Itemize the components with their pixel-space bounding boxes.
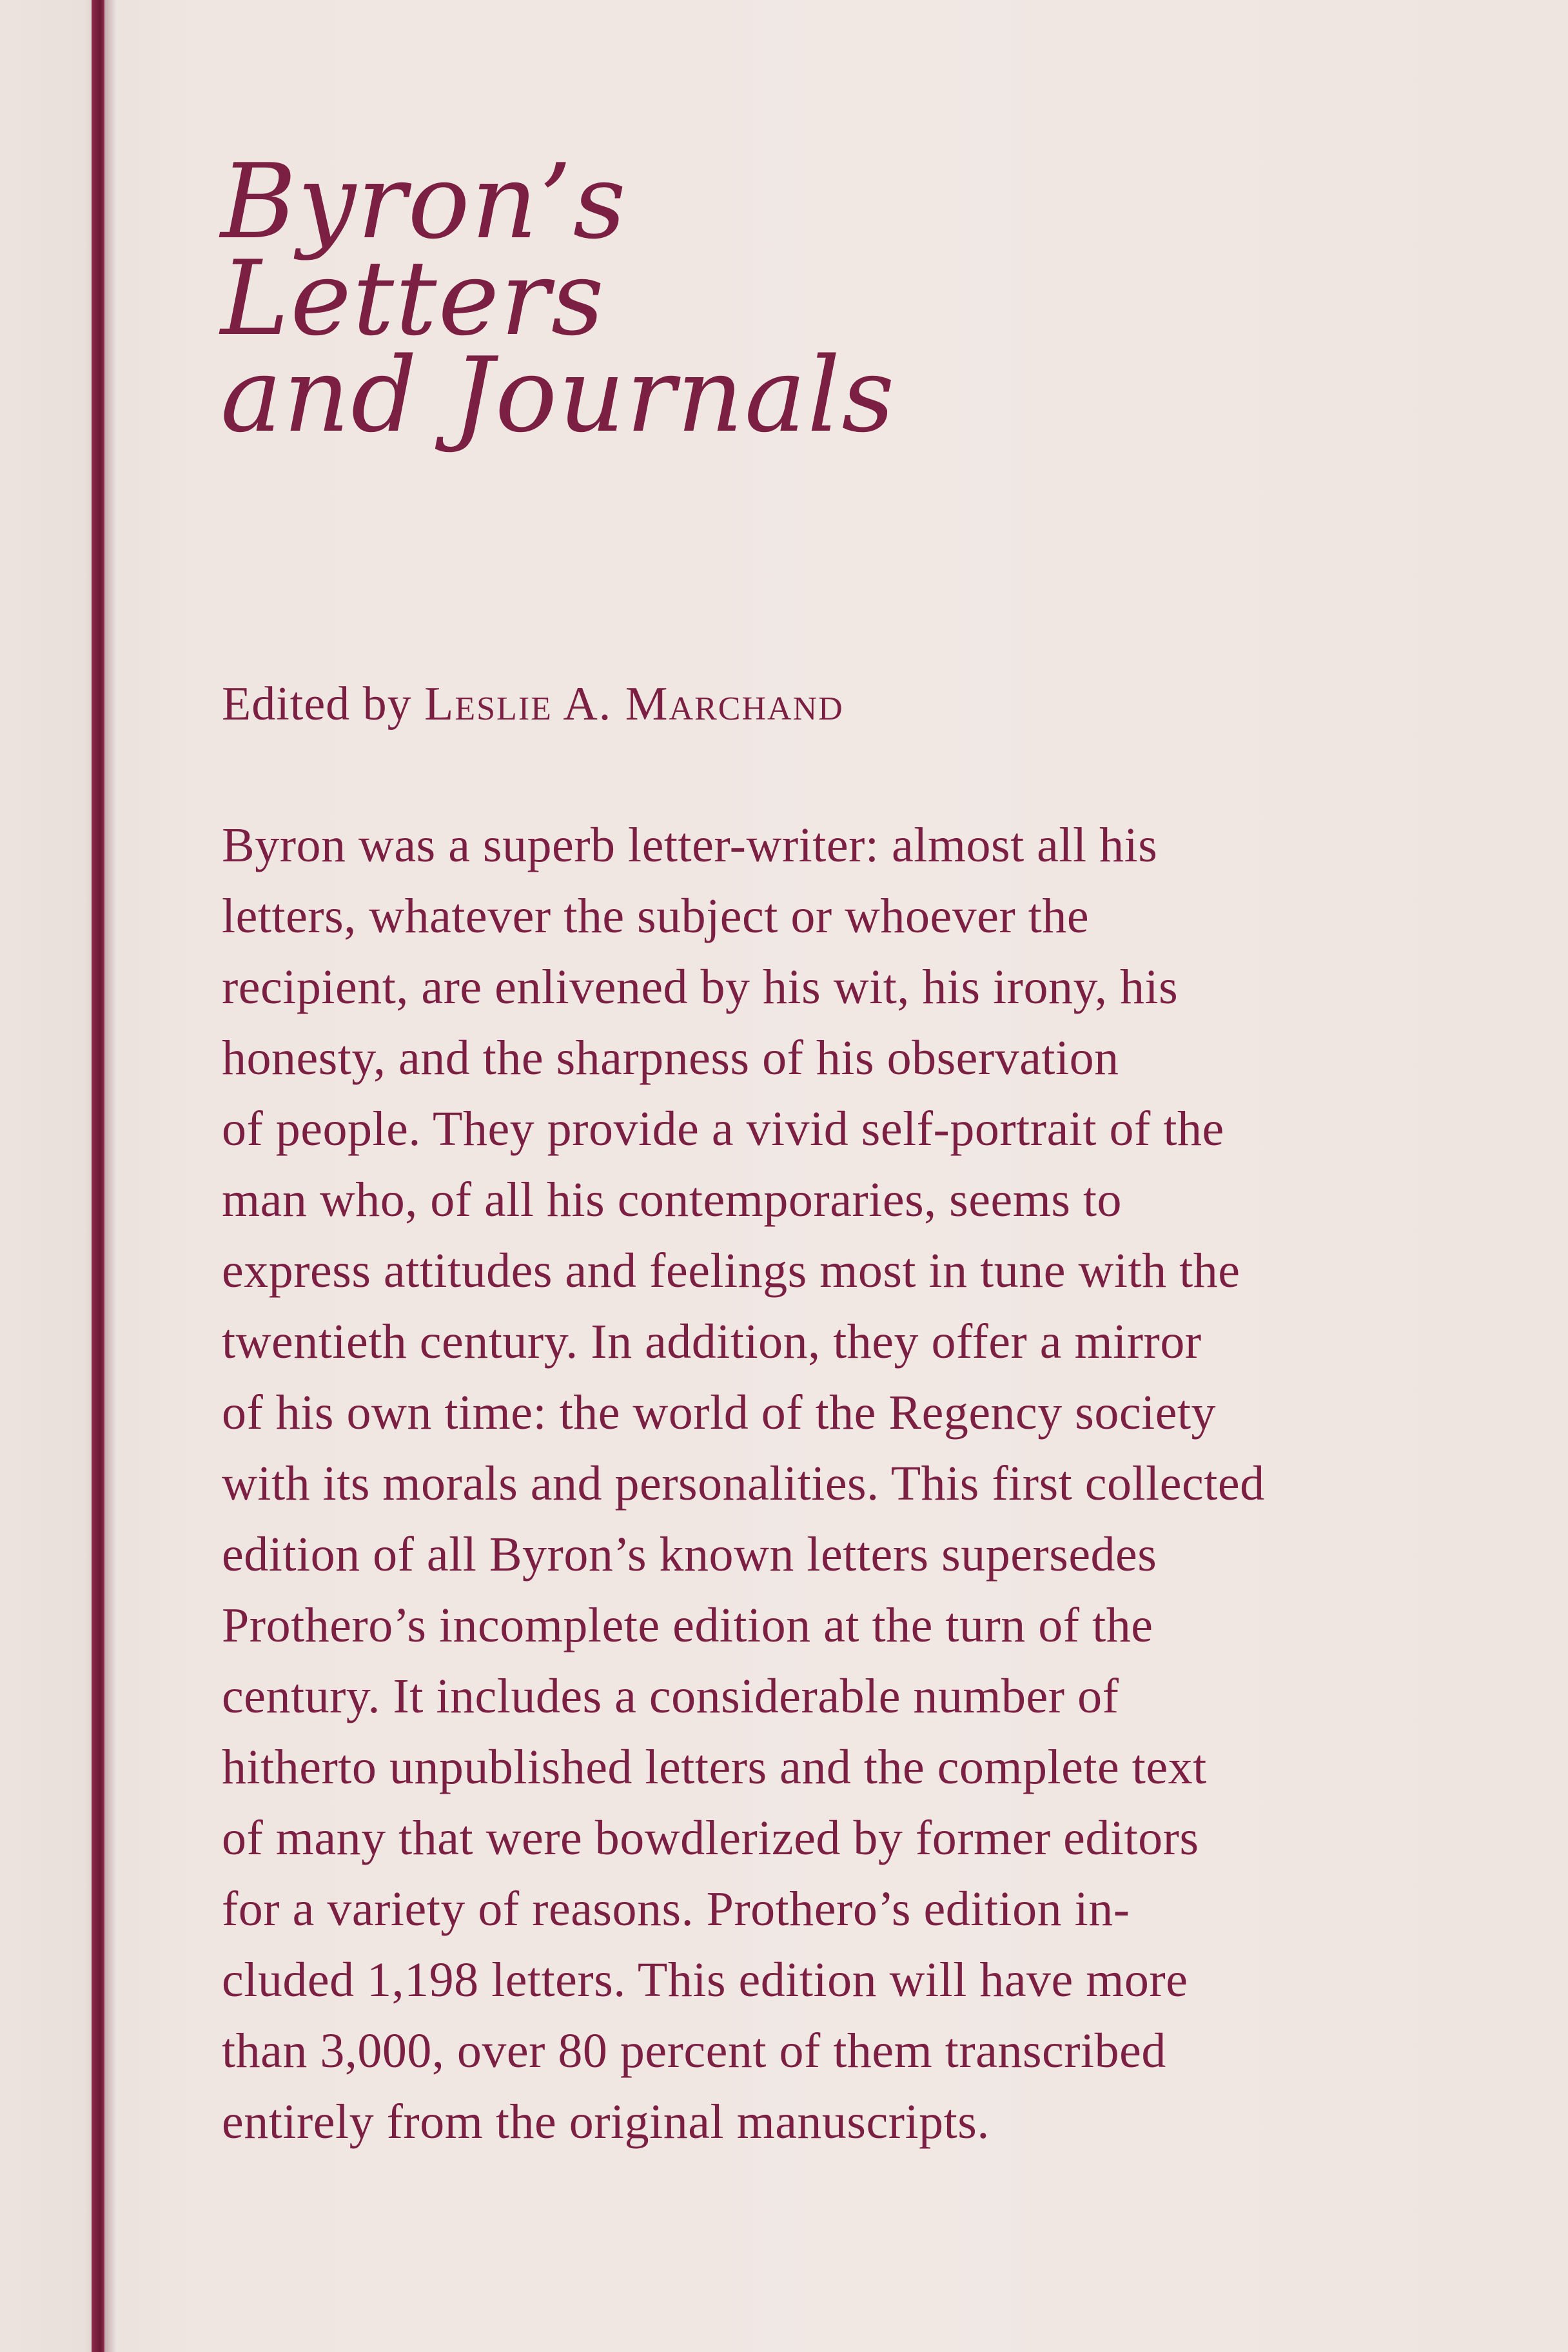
blurb-line: Prothero’s incomplete edition at the turn of the bbox=[222, 1598, 1153, 1652]
blurb-line: with its morals and personalities. This first collected bbox=[222, 1456, 1265, 1511]
blurb-line: entirely from the original manuscripts. bbox=[222, 2095, 990, 2149]
blurb-line: of people. They provide a vivid self-portrait of the bbox=[222, 1102, 1224, 1156]
editor-credit bbox=[222, 677, 844, 732]
blurb-line: cluded 1,198 letters. This edition will have more bbox=[222, 1953, 1188, 2007]
blurb-line: honesty, and the sharpness of his observation bbox=[222, 1031, 1119, 1085]
jacket-spine-edge bbox=[0, 0, 97, 2352]
blurb-line: recipient, are enlivened by his wit, his irony, his bbox=[222, 960, 1179, 1014]
blurb-line: express attitudes and feelings most in tune with the bbox=[222, 1244, 1240, 1298]
blurb-line: than 3,000, over 80 percent of them transcribed bbox=[222, 2024, 1166, 2078]
blurb-line: hitherto unpublished letters and the complete text bbox=[222, 1740, 1207, 1794]
blurb-line: of many that were bowdlerized by former editors bbox=[222, 1811, 1199, 1865]
editor-name: Leslie A. Marchand bbox=[424, 678, 844, 730]
title-line: and Journals bbox=[220, 335, 896, 455]
blurb-line: Byron was a superb letter-writer: almost all his bbox=[222, 818, 1158, 872]
blurb-line: century. It includes a considerable number of bbox=[222, 1669, 1119, 1723]
blurb-line: for a variety of reasons. Prothero’s edition in- bbox=[222, 1882, 1130, 1936]
blurb-line: of his own time: the world of the Regency society bbox=[222, 1386, 1217, 1440]
blurb-line: man who, of all his contemporaries, seems to bbox=[222, 1173, 1122, 1227]
jacket-spine-stripe bbox=[92, 0, 104, 2352]
title-line: Letters bbox=[220, 238, 605, 358]
blurb-line: edition of all Byron’s known letters supersedes bbox=[222, 1527, 1157, 1582]
book-title bbox=[220, 141, 896, 455]
jacket-fold-shadow bbox=[104, 0, 116, 2352]
jacket-blurb bbox=[222, 810, 1265, 2157]
editor-prefix: Edited by bbox=[222, 678, 412, 730]
blurb-line: twentieth century. In addition, they offer a mirror bbox=[222, 1315, 1202, 1369]
blurb-line: letters, whatever the subject or whoever the bbox=[222, 889, 1090, 943]
title-line: Byron’s bbox=[220, 141, 627, 262]
